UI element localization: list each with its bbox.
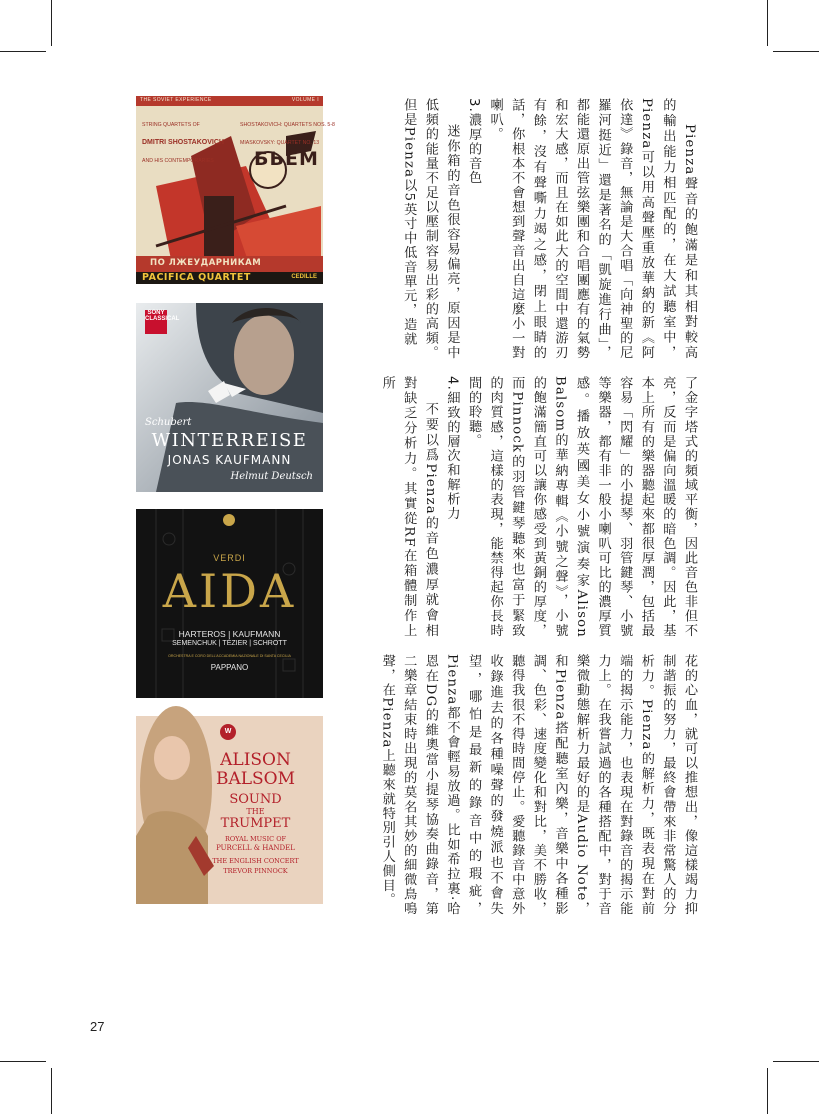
cover-title-block — [142, 110, 224, 176]
artist-last-name: BALSOM — [215, 769, 296, 789]
cover-works-line: MIASKOVSKY: QUARTET NO. 13 — [240, 140, 320, 146]
ensemble-name: THE ENGLISH CONCERT — [212, 857, 299, 865]
cast-line-1: HARTEROS | KAUFMANN — [178, 629, 281, 639]
conductor-name: PAPPANO — [210, 663, 249, 672]
cast-line-2: SEMENCHUK | TÉZIER | SCHROTT — [172, 640, 287, 647]
composer-name: Schubert — [145, 417, 192, 428]
crop-mark — [0, 51, 46, 52]
crop-mark — [51, 0, 52, 46]
cover-title-line: DMITRI SHOSTAKOVICH — [142, 139, 224, 146]
poster-word: БЬЕМ — [254, 148, 319, 170]
section-heading: 4.細致的層次和解析力 — [444, 376, 460, 521]
crop-mark — [51, 1068, 52, 1114]
album-title-3: TRUMPET — [220, 816, 291, 831]
artist-name: JONAS KAUFMANN — [167, 453, 292, 467]
album-cover-winterreise — [136, 303, 323, 492]
record-label: CEDILLE — [291, 274, 317, 280]
album-subtitle-2: PURCELL & HANDEL — [216, 844, 295, 852]
series-banner — [136, 96, 323, 106]
paragraph: 迷你箱的音色很容易偏亮，原因是中低頻的能量不足以壓制容易出彩的高頻。但是Pienza以5英寸中低音單元，造就 — [401, 98, 460, 360]
orchestra-name: ORCHESTRA E CORO DELL'ACCADEMIA NAZIONALE DI SANTA CECILIA — [168, 654, 291, 658]
album-title: AIDA — [162, 564, 297, 618]
volume-label: VOLUME I — [291, 97, 319, 103]
crop-mark — [773, 51, 819, 52]
poster-ribbon — [136, 256, 323, 272]
paragraph: 了金字塔式的頻域平衡，因此音色非但不亮，反而是偏向溫暖的暗色調。因此，基本上所有的樂器聽起來都很厚潤，包括最容易「閃耀」的小提琴、羽管鍵琴、小號等樂器，都有非一般小喇叭可比的濃厚質感。播放英國美女小號演奏家Alison Balsom的華納專輯《小號之聲》，小號的飽滿簡直可以讓你感受到黃銅的厚度，而Pinnock的羽管鍵琴聽來也富于緊致的肉質感，這樣的表現，能禁得起你長時間的聆聽。 — [466, 376, 697, 638]
text-column-1 — [380, 98, 700, 360]
text-column-3 — [380, 654, 700, 916]
crop-mark — [0, 1061, 46, 1062]
cover-title-line: STRING QUARTETS OF — [142, 122, 200, 128]
paragraph: Pienza聲音的飽滿是和其相對較高的輸出能力相匹配的，在大試聽室中，Pienza可以用高聲壓重放華納的新《阿依達》錄音，無論是大合唱「向神聖的尼羅河挺近」還是著名的「凱旋進行曲」，都能還原出管弦樂團和合唱團應有的氣勢和宏大感，而且在如此大的空間中還游刃有餘，沒有聲嘶力竭之感，閉上眼睛的話，你根本不會想到聲音出自這麼小一對喇叭。 — [487, 98, 697, 360]
cover-works-line: SHOSTAKOVICH: QUARTETS NOS. 5-8 — [240, 122, 335, 128]
artist-first-name: ALISON — [220, 750, 291, 770]
crop-mark — [773, 1061, 819, 1062]
page-number: 27 — [90, 1019, 105, 1034]
album-cover-shostakovich — [136, 96, 335, 284]
label-logo: W — [220, 724, 236, 740]
album-title-2: THE — [246, 807, 265, 816]
poster-ribbon-text: ПО ЛЖЕУДАРНИКАМ — [150, 258, 262, 268]
crop-mark — [767, 1068, 768, 1114]
cover-title-line: AND HIS CONTEMPORARIES — [142, 158, 214, 164]
pianist-name: Helmut Deutsch — [230, 471, 313, 482]
paragraph: 不要以爲Pienza的音色濃厚就會相對缺乏分析力。其實從RF在箱體制作上所 — [379, 376, 438, 638]
album-cover-balsom — [136, 716, 323, 904]
section-heading: 3.濃厚的音色 — [466, 98, 482, 185]
album-subtitle-1: ROYAL MUSIC OF — [224, 835, 287, 843]
composer-name: VERDI — [213, 553, 246, 563]
album-title: WINTERREISE — [151, 430, 308, 451]
crop-mark — [767, 0, 768, 46]
series-name: THE SOVIET EXPERIENCE — [140, 97, 212, 103]
text-column-2 — [380, 376, 700, 638]
album-cover-aida — [136, 509, 323, 698]
label-logo: SONY CLASSICAL — [145, 310, 167, 334]
album-title-1: SOUND — [229, 792, 282, 807]
ensemble-name: PACIFICA QUARTET — [142, 272, 251, 283]
conductor-name: TREVOR PINNOCK — [223, 867, 288, 875]
paragraph: 花的心血，就可以推想出，像這樣竭力抑制諧振的努力，最終會帶來非常驚人的分析力。Pienza的解析力，既表現在對前端的揭示能力，也表現在對錄音的揭示能力上。在我嘗試過的各種搭配中，對于音樂微動態解析力最好的是Audio Note，和Pienza搭配聽室內樂，音樂中各種影調、色彩、速度變化和對比，美不勝收，聽得我很不得時間停止。愛聽錄音中意外收錄進去的各種噪聲的發燒派也不會失望，哪怕是最新的錄音中的瑕疵，Pienza都不會輕易放過。比如希拉裏·哈恩在DG的維奧當小提琴協奏曲錄音，第二樂章結束時出現的莫名其妙的細微鳥鳴聲，在Pienza上聽來就特別引人側目。 — [379, 654, 697, 916]
